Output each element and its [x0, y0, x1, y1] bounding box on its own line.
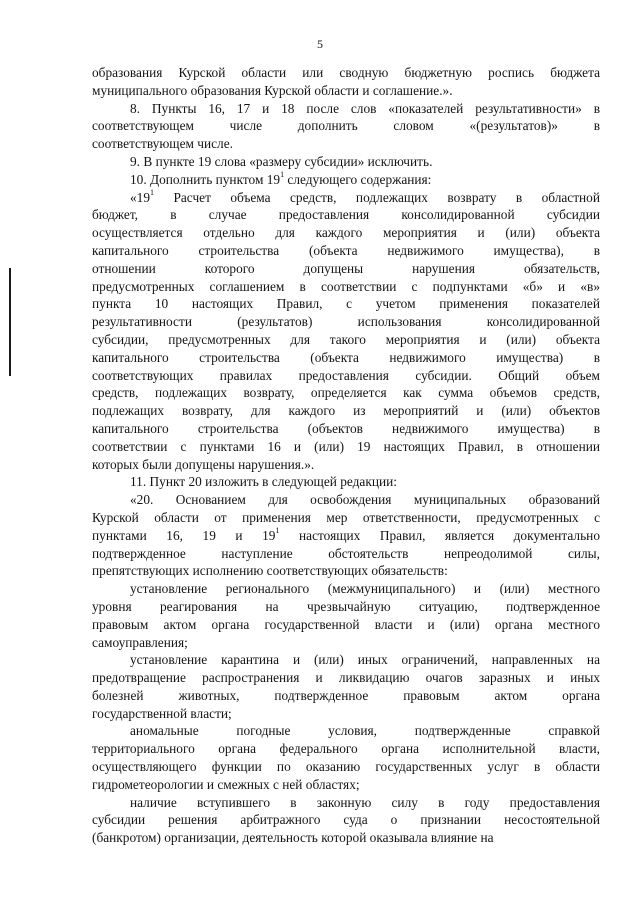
text-line: капитального строительства (объекта недвижимого имущества) в — [92, 349, 600, 365]
text-line: предусмотренных соглашением в соответствии с подпунктами «б» и «в» — [92, 278, 600, 294]
text-line: осуществляется отдельно для каждого мероприятия и (или) объекта — [92, 225, 600, 241]
text-line: 8. Пункты 16, 17 и 18 после слов «показателей результативности» в — [130, 100, 600, 116]
paragraph-emergency — [92, 580, 600, 651]
text-line: которых были допущены нарушения.». — [92, 456, 315, 472]
scan-margin-mark — [9, 268, 11, 376]
text-line: подтвержденное наступление обстоятельств непреодолимой силы, — [92, 545, 600, 561]
text-line: соответствии с пунктами 16 и (или) 19 настоящих Правил, в отношении — [92, 438, 600, 454]
text-line: (банкротом) организации, деятельность которой оказывала влияние на — [92, 830, 494, 846]
text-line: средств, подлежащих возврату, определяется как сумма объемов средств, — [92, 385, 600, 401]
text-line: 10. Дополнить пунктом $19^1$ следующего содержания: — [130, 170, 432, 187]
text-line: субсидии решения арбитражного суда о признании несостоятельной — [92, 812, 600, 828]
text-line: «20. Основанием для освобождения муниципальных образований — [130, 492, 600, 508]
text-line: препятствующих исполнению соответствующих обязательств: — [92, 563, 448, 579]
document-body — [92, 64, 600, 847]
text-line: государственной власти; — [92, 705, 232, 721]
text-line: результативности (результатов) использования консолидированной — [92, 314, 600, 330]
paragraph-item-8 — [92, 100, 600, 153]
text-line: муниципального образования Курской области и соглашение.». — [92, 82, 453, 98]
text-line: соответствующих правилах предоставления субсидии. Общий объем — [92, 367, 600, 383]
text-line: 11. Пункт 20 изложить в следующей редакции: — [130, 474, 397, 490]
text-line: установление регионального (межмуниципального) и (или) местного — [130, 581, 600, 597]
paragraph-continuation — [92, 64, 600, 100]
text-line: Курской области от применения мер ответственности, предусмотренных с — [92, 509, 600, 525]
text-line: осуществляющего функции по оказанию государственных услуг в области — [92, 759, 600, 775]
paragraph-point-20 — [92, 491, 600, 580]
text-line: 9. В пункте 19 слова «размеру субсидии» исключить. — [130, 153, 433, 169]
text-line: пунктами 16, 19 и $19^1$ настоящих Правил, является документально — [92, 526, 600, 543]
text-line: пункта 10 настоящих Правил, с учетом применения показателей — [92, 296, 600, 312]
text-line: образования Курской области или сводную бюджетную роспись бюджета — [92, 65, 600, 80]
text-line: «$19^1$ Расчет объема средств, подлежащих возврату в областной — [130, 188, 600, 205]
text-line: уровня реагирования на чрезвычайную ситуацию, подтвержденное — [92, 598, 600, 614]
paragraph-item-10 — [92, 171, 600, 189]
text-line: предотвращение распространения и ликвидацию очагов заразных и иных — [92, 670, 600, 686]
text-line: отношении которого допущены нарушения обязательств, — [92, 260, 600, 276]
paragraph-item-9 — [92, 153, 600, 171]
paragraph-quarantine — [92, 651, 600, 722]
text-line: соответствующем числе дополнить словом «(результатов)» в — [92, 118, 600, 134]
paragraph-court-decision — [92, 794, 600, 847]
text-line: бюджет, в случае предоставления консолидированной субсидии — [92, 207, 600, 223]
text-line: территориального органа федерального органа исполнительной власти, — [92, 741, 600, 757]
text-line: подлежащих возврату, для каждого из мероприятий и (или) объектов — [92, 403, 600, 419]
text-line: наличие вступившего в законную силу в году предоставления — [130, 794, 600, 810]
text-line: установление карантина и (или) иных ограничений, направленных на — [130, 652, 600, 668]
text-line: болезней животных, подтвержденное правовым актом органа — [92, 687, 600, 703]
text-line: соответствующем числе. — [92, 136, 233, 152]
text-line: капитального строительства (объекта недвижимого имущества), в — [92, 242, 600, 258]
text-line: аномальные погодные условия, подтвержденные справкой — [130, 723, 600, 739]
paragraph-item-11 — [92, 473, 600, 491]
text-line: капитального строительства (объектов недвижимого имущества) в — [92, 420, 600, 436]
page-number: 5 — [317, 37, 323, 51]
text-line: гидрометеорологии и смежных с ней областях; — [92, 776, 360, 792]
paragraph-point-19-1 — [92, 189, 600, 474]
text-line: самоуправления; — [92, 634, 188, 650]
paragraph-weather — [92, 722, 600, 793]
text-line: субсидии, предусмотренных для такого мероприятия и (или) объекта — [92, 331, 600, 347]
text-line: правовым актом органа государственной власти и (или) органа местного — [92, 616, 600, 632]
